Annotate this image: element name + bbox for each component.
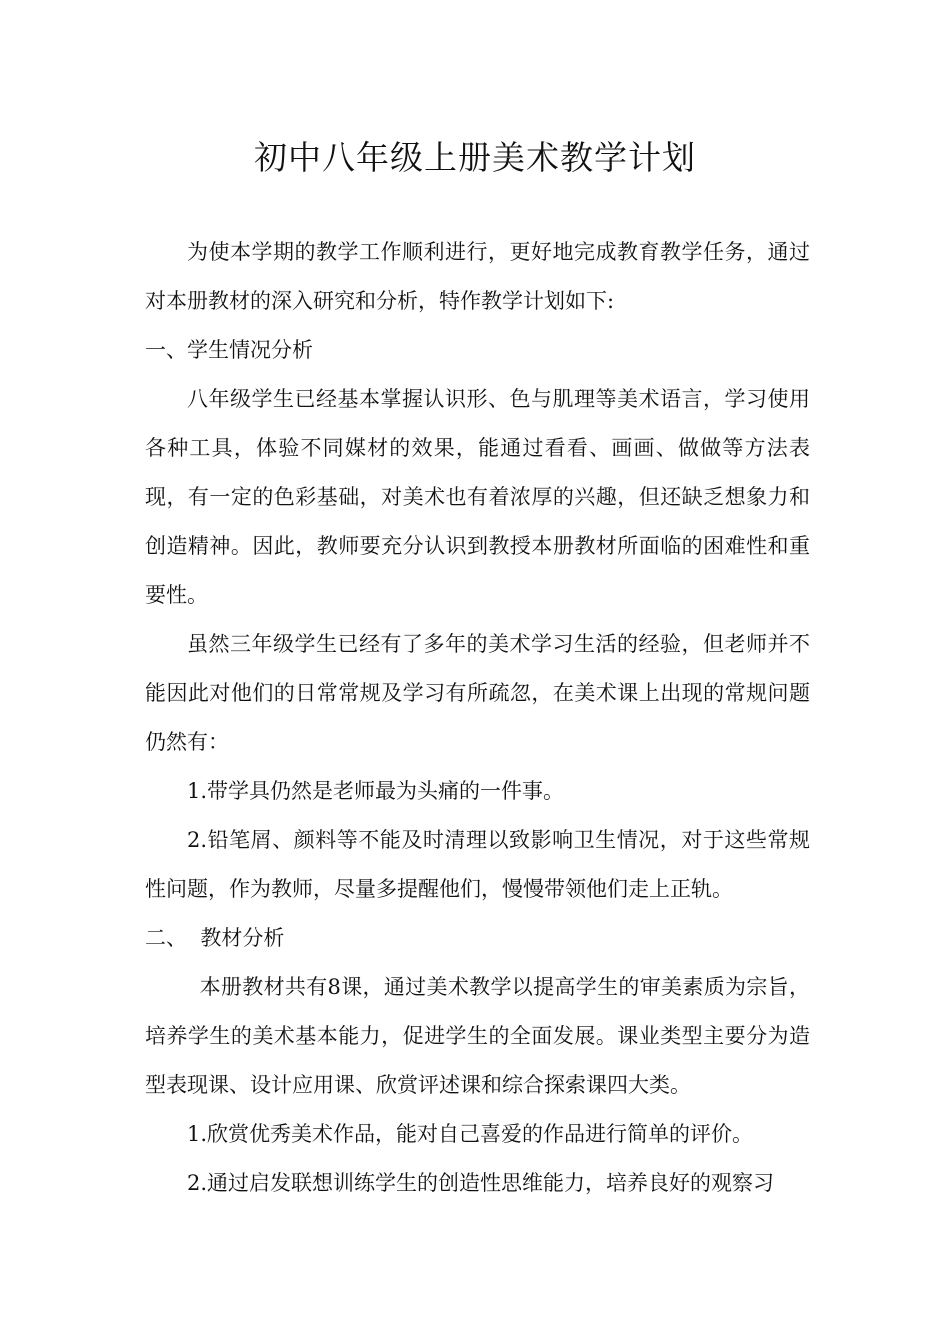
student-analysis-item-2: 2.铅笔屑、颜料等不能及时清理以致影响卫生情况，对于这些常规性问题，作为教师，尽量多提醒他们，慢慢带领他们走上正轨。 bbox=[145, 828, 810, 901]
student-analysis-item-1: 1.带学具仍然是老师最为头痛的一件事。 bbox=[187, 779, 565, 803]
textbook-analysis-item-1: 1.欣赏优秀美术作品，能对自己喜爱的作品进行简单的评价。 bbox=[187, 1122, 754, 1146]
document-body bbox=[145, 228, 810, 1208]
student-analysis-paragraph-1: 八年级学生已经基本掌握认识形、色与肌理等美术语言，学习使用各种工具，体验不同媒材的效果，能通过看看、画画、做做等方法表现，有一定的色彩基础，对美术也有着浓厚的兴趣，但还缺乏想象力和创造精神。因此，教师要充分认识到教授本册教材所面临的困难性和重要性。 bbox=[145, 387, 810, 607]
section-heading-student-analysis: 一、学生情况分析 bbox=[145, 338, 313, 362]
section-heading-textbook-analysis: 二、 教材分析 bbox=[145, 926, 285, 950]
textbook-analysis-item-2: 2.通过启发联想训练学生的创造性思维能力，培养良好的观察习 bbox=[187, 1171, 775, 1195]
document-title: 初中八年级上册美术教学计划 bbox=[254, 138, 696, 177]
student-analysis-paragraph-2: 虽然三年级学生已经有了多年的美术学习生活的经验，但老师并不能因此对他们的日常常规及学习有所疏忽，在美术课上出现的常规问题仍然有： bbox=[145, 632, 810, 754]
intro-paragraph: 为使本学期的教学工作顺利进行，更好地完成教育教学任务，通过对本册教材的深入研究和分析，特作教学计划如下: bbox=[145, 240, 810, 313]
textbook-analysis-paragraph-1: 本册教材共有8课，通过美术教学以提高学生的审美素质为宗旨，培养学生的美术基本能力，促进学生的全面发展。课业类型主要分为造型表现课、设计应用课、欣赏评述课和综合探索课四大类。 bbox=[145, 975, 810, 1097]
